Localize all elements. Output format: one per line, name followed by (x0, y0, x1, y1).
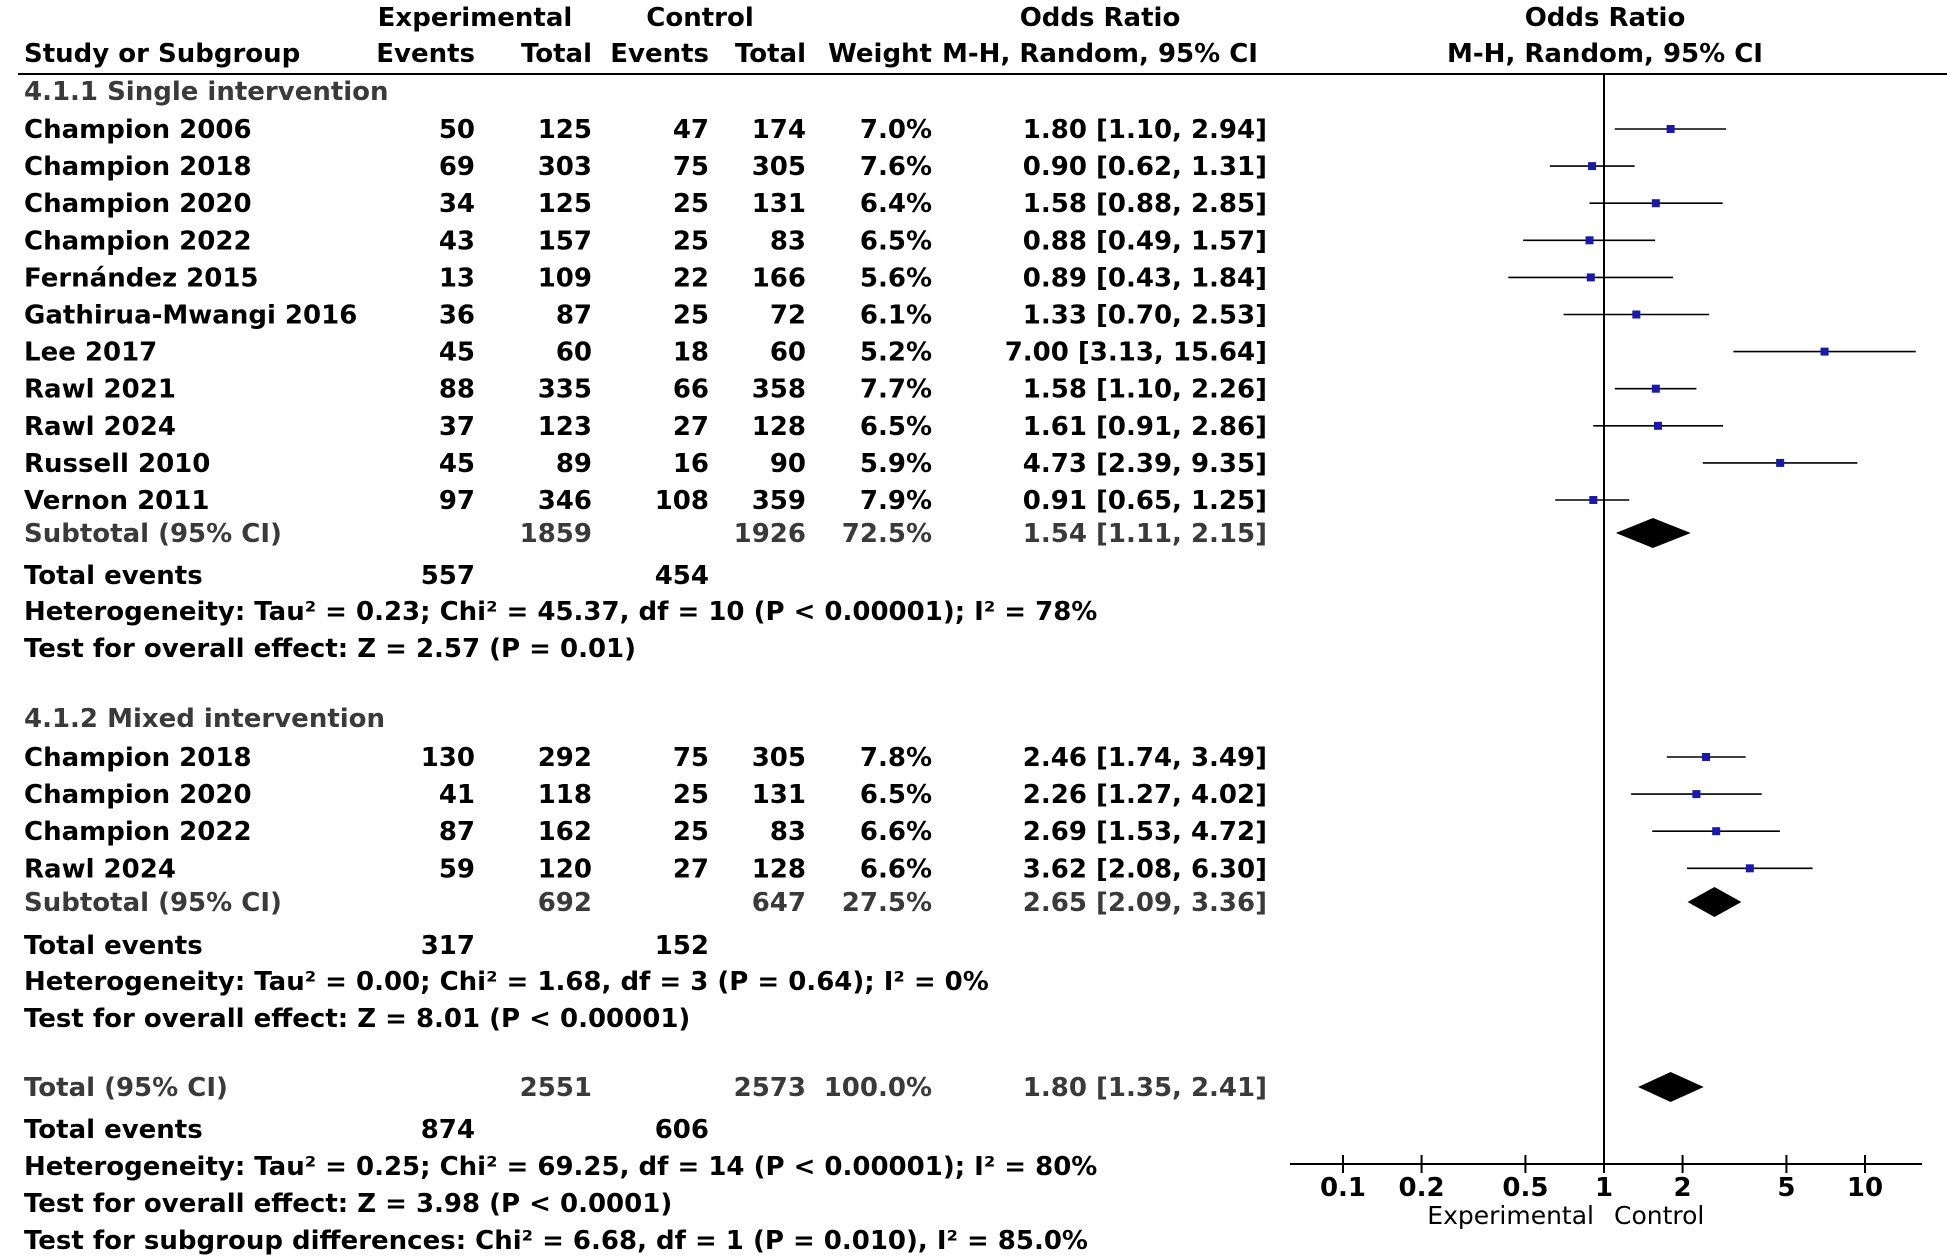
control-header: Control (646, 3, 754, 33)
cell-e-events: 34 (438, 189, 475, 220)
cell-c-total: 72 (769, 300, 806, 331)
subgroup-1-title: 4.1.1 Single intervention (24, 77, 389, 107)
summary-diamond (1688, 887, 1742, 917)
cell-weight: 5.2% (859, 337, 932, 368)
cell-e-events: 41 (438, 780, 475, 811)
cell-c-events: 25 (672, 300, 709, 331)
cell-c-events: 66 (672, 374, 709, 405)
study-point-estimate (1589, 496, 1597, 504)
cell-e-events: 37 (438, 411, 475, 442)
cell-e-events: 69 (438, 152, 475, 183)
cell-study: Lee 2017 (24, 337, 158, 368)
cell-e-total: 60 (555, 337, 592, 368)
study-point-estimate (1586, 236, 1594, 244)
cell-e-events: 45 (438, 448, 475, 479)
total-label: Total (95% CI) (24, 1073, 228, 1103)
subgroup-2-subtotal-ci: 2.65 [2.09, 3.36] (1022, 888, 1267, 918)
cell-weight: 6.5% (859, 780, 932, 811)
ctrl-events-header: Events (610, 39, 709, 69)
study-column-header: Study or Subgroup (24, 39, 301, 69)
cell-e-total: 125 (537, 115, 592, 145)
cell-weight: 6.4% (859, 189, 932, 220)
exp-events-header: Events (376, 39, 475, 69)
cell-study: Champion 2022 (24, 226, 252, 257)
weight-header: Weight (828, 39, 932, 69)
summary-diamond (1616, 518, 1691, 548)
cell-study: Vernon 2011 (24, 486, 210, 516)
subgroup-differences-test: Test for subgroup differences: Chi² = 6.68, df = 1 (P = 0.010), I² = 85.0% (24, 1226, 1088, 1256)
summary-diamond (1638, 1072, 1704, 1102)
cell-ci: 7.00 [3.13, 15.64] (1004, 337, 1267, 368)
cell-ci: 2.26 [1.27, 4.02] (1022, 780, 1267, 811)
cell-study: Champion 2018 (24, 152, 252, 183)
cell-weight: 6.5% (859, 226, 932, 257)
subgroup-2-total-events-exp: 317 (420, 931, 475, 961)
subgroup-2-title: 4.1.2 Mixed intervention (24, 704, 386, 734)
total-weight: 100.0% (823, 1073, 932, 1103)
x-tick-label: 1 (1594, 1173, 1614, 1203)
cell-e-total: 120 (537, 854, 592, 885)
study-point-estimate (1692, 790, 1700, 798)
cell-c-events: 27 (672, 411, 709, 442)
x-tick-label: 0.2 (1398, 1173, 1445, 1203)
cell-e-events: 43 (438, 226, 475, 257)
subgroup-1-subtotal-exp-total: 1859 (519, 519, 592, 549)
study-point-estimate (1821, 348, 1829, 356)
cell-e-total: 346 (537, 486, 592, 516)
total-events-exp: 874 (420, 1115, 475, 1145)
cell-e-total: 292 (537, 743, 592, 773)
cell-c-total: 128 (751, 854, 806, 885)
favours-control-label: Control (1614, 1201, 1705, 1230)
cell-e-events: 59 (438, 854, 475, 885)
cell-c-total: 83 (769, 817, 806, 848)
cell-ci: 1.80 [1.10, 2.94] (1022, 115, 1267, 145)
subgroup-1-subtotal-ci: 1.54 [1.11, 2.15] (1022, 519, 1267, 549)
subgroup-1-total-events-exp: 557 (420, 561, 475, 591)
cell-study: Rawl 2024 (24, 411, 176, 442)
study-point-estimate (1654, 422, 1662, 430)
cell-study: Champion 2022 (24, 817, 252, 848)
cell-e-events: 87 (438, 817, 475, 848)
cell-study: Rawl 2021 (24, 374, 176, 405)
favours-experimental-label: Experimental (1427, 1201, 1594, 1230)
method-header: M-H, Random, 95% CI (942, 39, 1258, 69)
cell-c-events: 47 (672, 115, 709, 145)
cell-c-total: 128 (751, 411, 806, 442)
study-point-estimate (1632, 311, 1640, 319)
cell-e-total: 125 (537, 189, 592, 220)
study-point-estimate (1702, 753, 1710, 761)
subgroup-2-subtotal-ctrl-total: 647 (751, 888, 806, 918)
cell-c-total: 174 (751, 115, 806, 145)
subgroup-1-heterogeneity: Heterogeneity: Tau² = 0.23; Chi² = 45.37, df = 10 (P < 0.00001); I² = 78% (24, 597, 1098, 627)
study-point-estimate (1746, 864, 1754, 872)
cell-ci: 0.91 [0.65, 1.25] (1022, 486, 1267, 516)
plot-method-header: M-H, Random, 95% CI (1447, 39, 1763, 69)
cell-e-total: 303 (537, 152, 592, 183)
cell-c-events: 25 (672, 780, 709, 811)
cell-weight: 7.8% (859, 743, 932, 773)
cell-e-total: 109 (537, 263, 592, 294)
forest-plot (1290, 74, 1922, 1230)
experimental-header: Experimental (377, 3, 573, 33)
study-point-estimate (1667, 125, 1675, 133)
cell-c-events: 75 (672, 743, 709, 773)
study-point-estimate (1776, 459, 1784, 467)
study-point-estimate (1652, 385, 1660, 393)
cell-weight: 6.5% (859, 411, 932, 442)
cell-c-total: 131 (751, 189, 806, 220)
cell-e-events: 130 (420, 743, 475, 773)
cell-ci: 4.73 [2.39, 9.35] (1022, 448, 1267, 479)
cell-weight: 5.6% (859, 263, 932, 294)
total-exp-total: 2551 (519, 1073, 592, 1103)
cell-ci: 1.58 [0.88, 2.85] (1022, 189, 1267, 220)
cell-ci: 0.90 [0.62, 1.31] (1022, 152, 1267, 183)
ctrl-total-header: Total (734, 39, 806, 69)
cell-weight: 6.6% (859, 854, 932, 885)
cell-e-events: 50 (438, 115, 475, 145)
cell-weight: 6.6% (859, 817, 932, 848)
cell-study: Russell 2010 (24, 448, 211, 479)
plot-title: Odds Ratio (1524, 3, 1686, 33)
cell-ci: 3.62 [2.08, 6.30] (1022, 854, 1267, 885)
cell-e-events: 45 (438, 337, 475, 368)
study-point-estimate (1652, 199, 1660, 207)
cell-c-total: 90 (769, 448, 806, 479)
exp-total-header: Total (520, 39, 592, 69)
cell-c-events: 25 (672, 189, 709, 220)
cell-weight: 5.9% (859, 448, 932, 479)
cell-weight: 6.1% (859, 300, 932, 331)
cell-e-total: 335 (537, 374, 592, 405)
cell-c-total: 358 (751, 374, 806, 405)
cell-c-events: 25 (672, 817, 709, 848)
study-point-estimate (1587, 273, 1595, 281)
cell-e-total: 162 (537, 817, 592, 848)
cell-e-total: 118 (537, 780, 592, 811)
cell-study: Gathirua-Mwangi 2016 (24, 300, 358, 331)
cell-e-events: 13 (438, 263, 475, 294)
cell-study: Champion 2006 (24, 115, 252, 145)
subgroup-1-subtotal-weight: 72.5% (841, 519, 932, 549)
cell-weight: 7.6% (859, 152, 932, 183)
total-ci: 1.80 [1.35, 2.41] (1022, 1073, 1267, 1103)
cell-ci: 2.46 [1.74, 3.49] (1022, 743, 1267, 773)
cell-e-total: 89 (555, 448, 592, 479)
cell-c-total: 305 (751, 152, 806, 183)
subgroup-2-overall-effect: Test for overall effect: Z = 8.01 (P < 0.00001) (24, 1004, 691, 1034)
subgroup-2-subtotal-weight: 27.5% (841, 888, 932, 918)
cell-ci: 1.33 [0.70, 2.53] (1022, 300, 1267, 331)
subgroup-1-subtotal-label: Subtotal (95% CI) (24, 519, 282, 549)
cell-c-events: 22 (672, 263, 709, 294)
subgroup-2-rows (24, 743, 1267, 884)
cell-e-total: 87 (555, 300, 592, 331)
cell-c-events: 18 (672, 337, 709, 368)
x-tick-label: 2 (1673, 1173, 1692, 1203)
cell-weight: 7.7% (859, 374, 932, 405)
cell-c-total: 359 (751, 486, 806, 516)
cell-c-total: 83 (769, 226, 806, 257)
cell-ci: 2.69 [1.53, 4.72] (1022, 817, 1267, 848)
overall-effect-test: Test for overall effect: Z = 3.98 (P < 0.0001) (24, 1189, 673, 1219)
cell-e-events: 36 (438, 300, 475, 331)
x-tick-label: 10 (1846, 1173, 1884, 1203)
cell-c-total: 166 (751, 263, 806, 294)
subgroup-2-total-events-label: Total events (24, 931, 203, 961)
cell-e-total: 157 (537, 226, 592, 257)
cell-study: Rawl 2024 (24, 854, 176, 885)
cell-c-events: 25 (672, 226, 709, 257)
study-point-estimate (1712, 827, 1720, 835)
subgroup-1-total-events-label: Total events (24, 561, 203, 591)
cell-ci: 0.88 [0.49, 1.57] (1022, 226, 1267, 257)
subgroup-2-heterogeneity: Heterogeneity: Tau² = 0.00; Chi² = 1.68, df = 3 (P = 0.64); I² = 0% (24, 967, 989, 997)
cell-weight: 7.9% (859, 486, 932, 516)
cell-e-total: 123 (537, 411, 592, 442)
x-tick-label: 0.1 (1319, 1173, 1367, 1203)
cell-c-total: 60 (769, 337, 806, 368)
subgroup-1-subtotal-ctrl-total: 1926 (733, 519, 806, 549)
subgroup-2-total-events-ctrl: 152 (654, 931, 709, 961)
cell-ci: 1.61 [0.91, 2.86] (1022, 411, 1267, 442)
total-events-label: Total events (24, 1115, 203, 1145)
cell-c-events: 27 (672, 854, 709, 885)
subgroup-1-rows (24, 115, 1267, 516)
subgroup-1-overall-effect: Test for overall effect: Z = 2.57 (P = 0.01) (24, 634, 637, 664)
cell-c-events: 75 (672, 152, 709, 183)
x-tick-label: 0.5 (1502, 1173, 1549, 1203)
total-events-ctrl: 606 (654, 1115, 709, 1145)
cell-c-events: 108 (654, 486, 709, 516)
cell-ci: 0.89 [0.43, 1.84] (1022, 263, 1267, 294)
cell-study: Champion 2020 (24, 189, 252, 220)
cell-study: Champion 2020 (24, 780, 252, 811)
cell-weight: 7.0% (859, 115, 932, 145)
subgroup-1-total-events-ctrl: 454 (654, 561, 709, 591)
cell-study: Fernández 2015 (24, 263, 259, 294)
cell-c-total: 305 (751, 743, 806, 773)
subgroup-2-subtotal-label: Subtotal (95% CI) (24, 888, 282, 918)
cell-study: Champion 2018 (24, 743, 252, 773)
total-ctrl-total: 2573 (733, 1073, 806, 1103)
cell-e-events: 97 (438, 486, 475, 516)
overall-heterogeneity: Heterogeneity: Tau² = 0.25; Chi² = 69.25, df = 14 (P < 0.00001); I² = 80% (24, 1152, 1098, 1182)
x-tick-label: 5 (1777, 1173, 1796, 1203)
study-point-estimate (1588, 162, 1596, 170)
cell-ci: 1.58 [1.10, 2.26] (1022, 374, 1267, 405)
cell-c-events: 16 (672, 448, 709, 479)
cell-e-events: 88 (438, 374, 475, 405)
odds-ratio-header: Odds Ratio (1019, 3, 1181, 33)
cell-c-total: 131 (751, 780, 806, 811)
subgroup-2-subtotal-exp-total: 692 (537, 888, 592, 918)
